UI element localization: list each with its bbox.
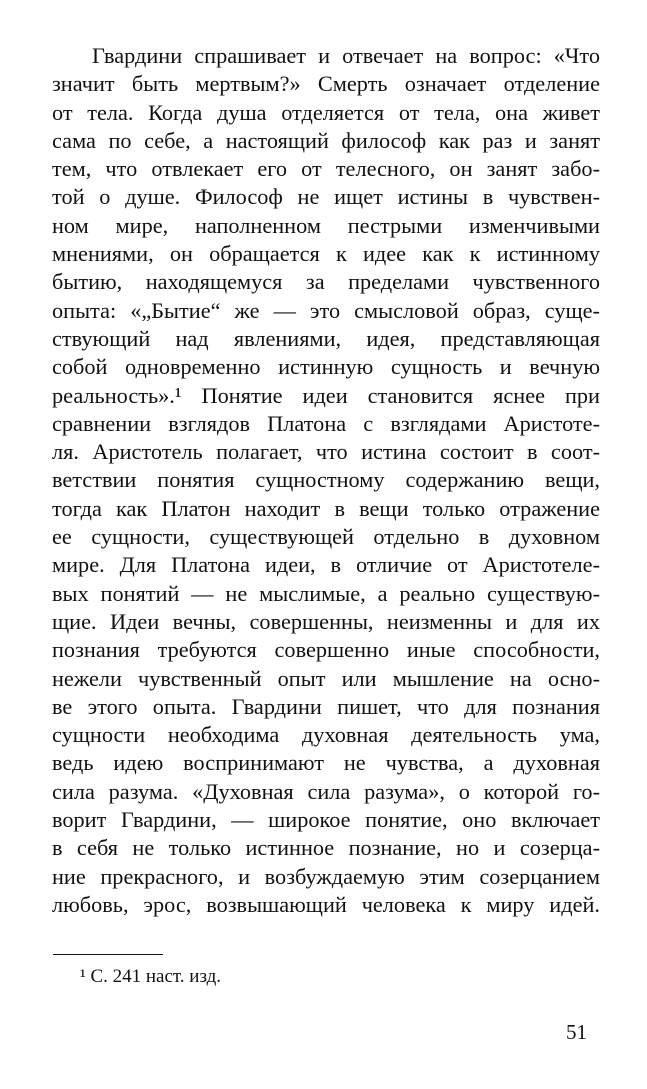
text-line: от тела. Когда душа отделяется от тела, она живет <box>52 99 600 125</box>
text-line: собой одновременно истинную сущность и вечную <box>52 354 600 380</box>
text-line: мире. Для Платона идеи, в отличие от Аристотеле- <box>52 552 600 578</box>
page-number: 51 <box>566 1020 587 1044</box>
text-line: тогда как Платон находит в вещи только отражение <box>52 495 600 521</box>
text-line: ние прекрасного, и возбуждаемую этим созерцанием <box>52 863 600 889</box>
text-line: щие. Идеи вечны, совершенны, неизменны и для их <box>52 608 600 634</box>
text-line: познания требуются совершенно иные способности, <box>52 637 600 663</box>
text-line: ведь идею воспринимают не чувства, а духовная <box>52 750 600 776</box>
text-line: нежели чувственный опыт или мышление на осно- <box>52 665 600 691</box>
text-line: сила разума. «Духовная сила разума», о которой го- <box>52 778 600 804</box>
text-line: сущности необходима духовная деятельность ума, <box>52 722 600 748</box>
text-line: бытию, находящемуся за пределами чувственного <box>52 269 600 295</box>
text-line: ля. Аристотель полагает, что истина состоит в соот- <box>52 439 600 465</box>
text-line: ствующий над явлениями, идея, представляющая <box>52 325 600 351</box>
text-line: ве этого опыта. Гвардини пишет, что для познания <box>52 693 600 719</box>
text-line: ном мире, наполненном пестрыми изменчивыми <box>52 212 600 238</box>
text-line: значит быть мертвым?» Смерть означает отделение <box>52 71 600 97</box>
text-line: Гвардини спрашивает и отвечает на вопрос: «Что <box>92 43 600 68</box>
text-line: в себя не только истинное познание, но и созерца- <box>52 835 600 861</box>
text-line: той о душе. Философ не ищет истины в чувствен- <box>52 184 600 210</box>
text-line: ветствии понятия сущностному содержанию вещи, <box>52 467 600 493</box>
body-text <box>52 42 600 919</box>
text-line: вых понятий — не мыслимые, а реально существую- <box>52 580 600 606</box>
text-line: сама по себе, а настоящий философ как раз и занят <box>52 127 600 153</box>
footnote: ¹ С. 241 наст. изд. <box>80 966 222 987</box>
text-line: мнениями, он обращается к идее как к истинному <box>52 241 600 267</box>
text-line: ворит Гвардини, — широкое понятие, оно включает <box>52 807 600 833</box>
text-line: опыта: «„Бытие“ же — это смысловой образ, суще- <box>52 297 600 323</box>
footnote-divider <box>53 954 163 955</box>
text-line: сравнении взглядов Платона с взглядами Аристоте- <box>52 410 600 436</box>
text-line: любовь, эрос, возвышающий человека к миру идей. <box>52 891 600 917</box>
text-line: ее сущности, существующей отдельно в духовном <box>52 524 600 550</box>
text-line: тем, что отвлекает его от телесного, он занят забо- <box>52 156 600 182</box>
text-line: реальность».¹ Понятие идеи становится яснее при <box>52 382 600 408</box>
